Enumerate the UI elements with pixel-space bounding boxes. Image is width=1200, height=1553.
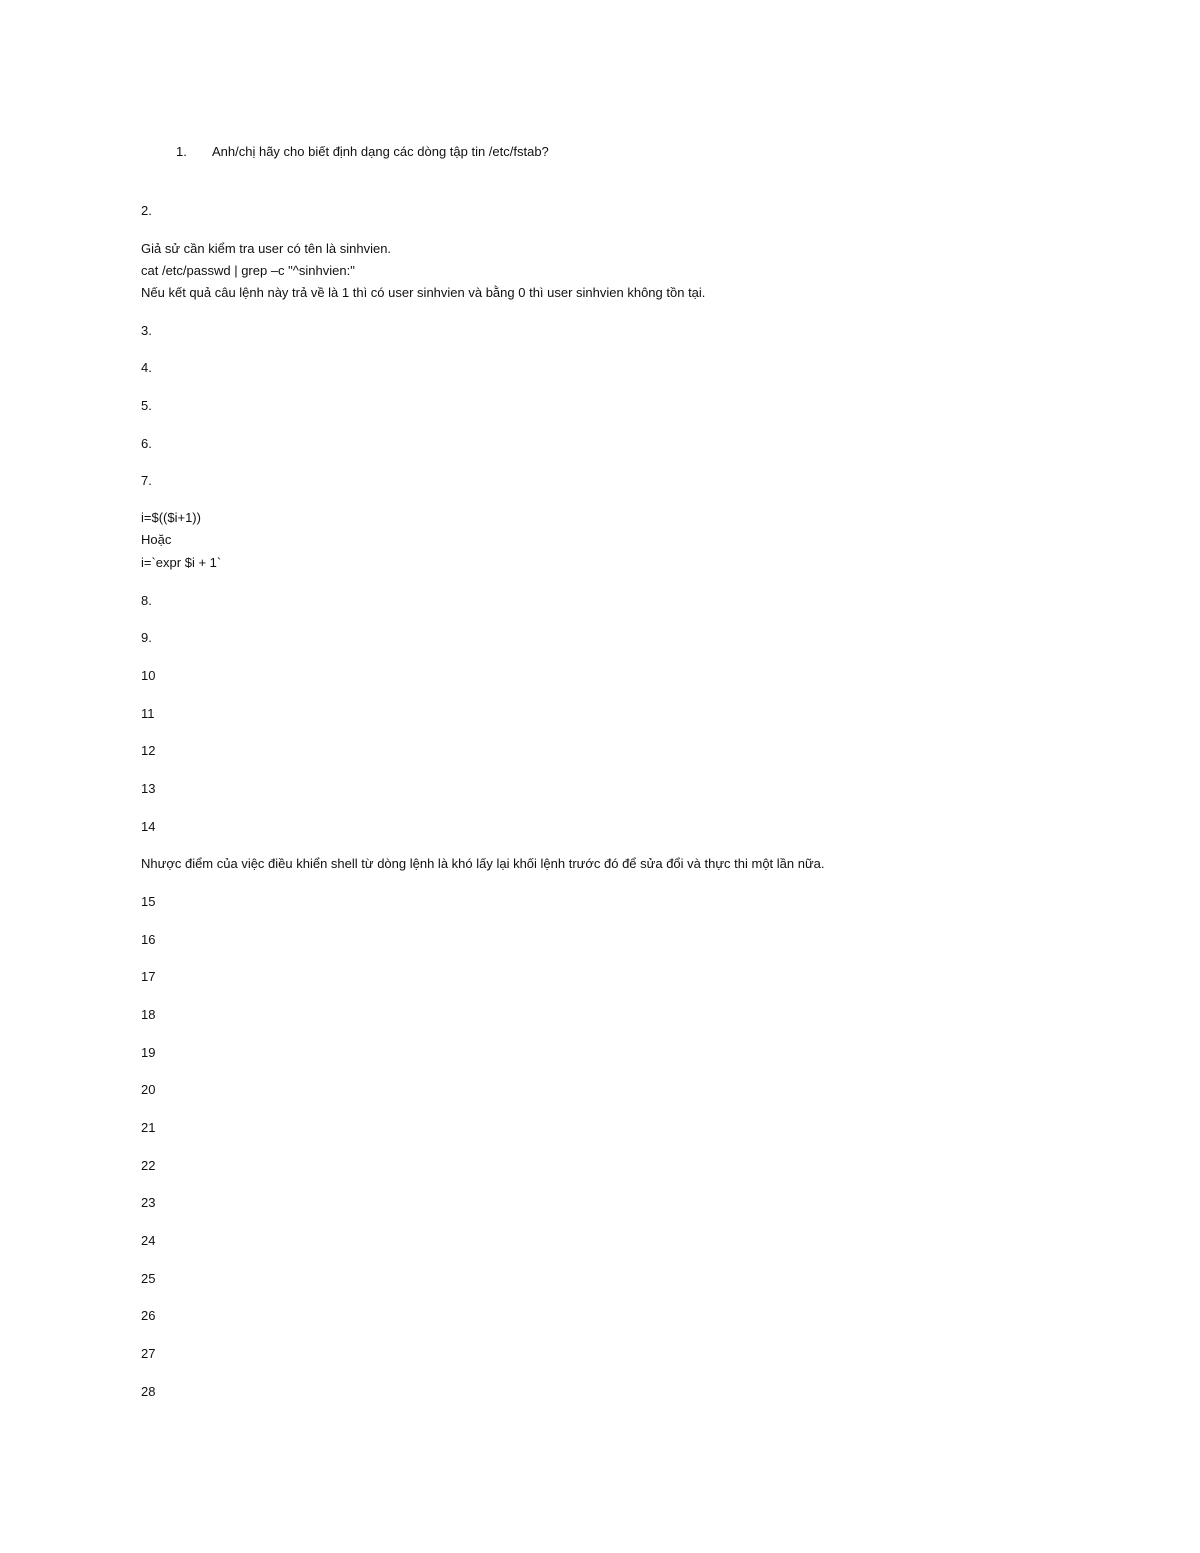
item-number: 21 xyxy=(141,1120,156,1135)
item-number: 14 xyxy=(141,819,156,834)
answer-line: Nếu kết quả câu lệnh này trả về là 1 thì có user sinhvien và bằng 0 thì user sinhvien không tồn tại. xyxy=(141,285,706,300)
item-number: 3. xyxy=(141,323,152,338)
item-number: 9. xyxy=(141,630,152,645)
item-number: 6. xyxy=(141,436,152,451)
item-number: 10 xyxy=(141,668,156,683)
answer-line: Nhược điểm của việc điều khiển shell từ dòng lệnh là khó lấy lại khối lệnh trước đó để sửa đổi và thực thi một lần nữa. xyxy=(141,856,825,871)
item-number: 19 xyxy=(141,1045,156,1060)
answer-line: Hoặc xyxy=(141,532,172,547)
item-number: 8. xyxy=(141,593,152,608)
item-number: 27 xyxy=(141,1346,156,1361)
item-number: 2. xyxy=(141,203,152,218)
answer-line: i=`expr $i + 1` xyxy=(141,555,222,570)
item-number: 18 xyxy=(141,1007,156,1022)
item-number: 7. xyxy=(141,473,152,488)
item-number: 1. xyxy=(176,144,187,159)
item-number: 4. xyxy=(141,360,152,375)
question-text: Anh/chị hãy cho biết định dạng các dòng tập tin /etc/fstab? xyxy=(212,144,549,159)
item-number: 11 xyxy=(141,706,155,721)
item-number: 13 xyxy=(141,781,156,796)
item-number: 24 xyxy=(141,1233,156,1248)
item-number: 15 xyxy=(141,894,156,909)
item-number: 28 xyxy=(141,1384,156,1399)
answer-line: cat /etc/passwd | grep –c "^sinhvien:" xyxy=(141,263,355,278)
item-number: 12 xyxy=(141,743,156,758)
item-number: 16 xyxy=(141,932,156,947)
item-number: 22 xyxy=(141,1158,156,1173)
item-number: 17 xyxy=(141,969,156,984)
answer-line: i=$(($i+1)) xyxy=(141,510,201,525)
answer-line: Giả sử cần kiểm tra user có tên là sinhvien. xyxy=(141,241,392,256)
item-number: 20 xyxy=(141,1082,156,1097)
item-number: 5. xyxy=(141,398,152,413)
item-number: 25 xyxy=(141,1271,156,1286)
item-number: 26 xyxy=(141,1308,156,1323)
item-number: 23 xyxy=(141,1195,156,1210)
